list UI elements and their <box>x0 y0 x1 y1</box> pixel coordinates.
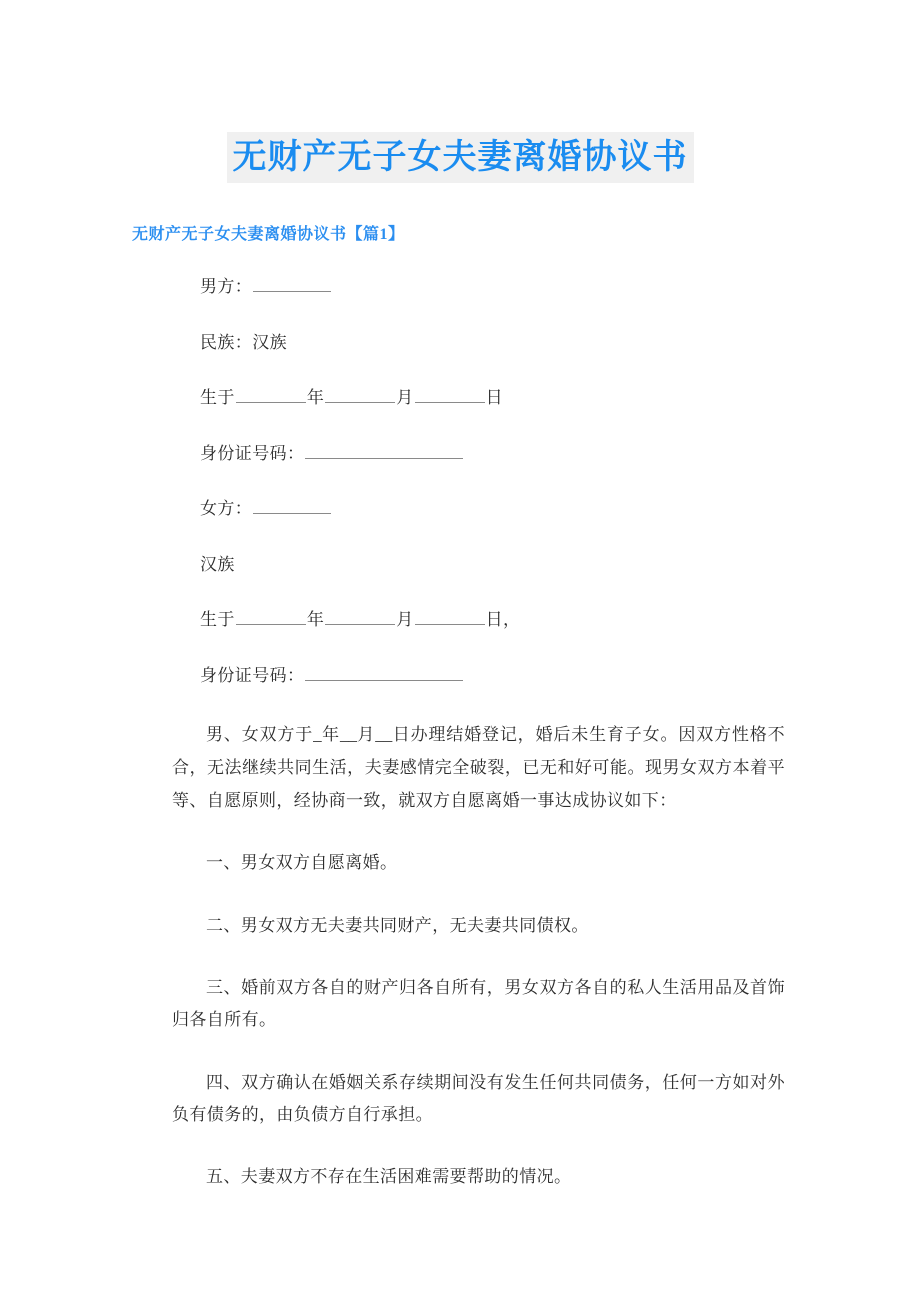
preamble-year-blank: _ <box>313 725 322 744</box>
page-title: 无财产无子女夫妻离婚协议书 <box>227 132 694 183</box>
wife-name-blank <box>253 497 331 514</box>
field-husband-name <box>200 244 785 300</box>
wife-ethnicity-value: 汉族 <box>200 554 235 574</box>
husband-name-blank <box>253 275 331 292</box>
husband-birth-year-blank <box>236 386 306 403</box>
clause-item: 一、男女双方自愿离婚。 <box>206 853 398 873</box>
husband-birth-year-unit: 年 <box>306 388 325 407</box>
wife-birth-month-blank <box>325 608 395 625</box>
husband-ethnicity-value: 汉族 <box>252 332 288 352</box>
page-title-container <box>0 0 920 183</box>
section-heading: 无财产无子女夫妻离婚协议书【篇1】 <box>132 226 405 243</box>
preamble-month-unit: 月 <box>356 725 376 744</box>
field-wife-birthdate <box>200 577 785 633</box>
wife-birth-day-unit: 日， <box>485 610 521 629</box>
field-husband-birthdate <box>200 355 785 411</box>
preamble-paragraph <box>172 688 785 817</box>
field-wife-id-number <box>200 633 785 689</box>
wife-birth-year-unit: 年 <box>306 610 325 629</box>
field-husband-id-number <box>200 411 785 467</box>
preamble-month-blank: __ <box>339 725 357 744</box>
wife-name-label: 女方： <box>200 499 253 518</box>
wife-birth-day-blank <box>415 608 485 625</box>
husband-birth-prefix: 生于 <box>200 388 235 407</box>
husband-birth-day-blank <box>415 386 485 403</box>
husband-birth-month-blank <box>325 386 395 403</box>
husband-id-blank <box>305 441 463 458</box>
husband-ethnicity-label: 民族： <box>200 332 253 352</box>
preamble-day-blank: __ <box>375 725 393 744</box>
preamble-text-start: 男、女双方于 <box>206 725 314 744</box>
clause-item: 二、男女双方无夫妻共同财产，无夫妻共同债权。 <box>206 915 589 935</box>
clause-item: 三、婚前双方各自的财产归各自所有，男女双方各自的私人生活用品及首饰归各自所有。 <box>172 978 785 1030</box>
field-wife-ethnicity <box>200 522 785 578</box>
clause-item: 五、夫妻双方不存在生活困难需要帮助的情况。 <box>206 1167 572 1187</box>
document-body <box>0 244 920 1194</box>
husband-id-label: 身份证号码： <box>200 443 305 463</box>
wife-id-label: 身份证号码： <box>200 665 305 685</box>
husband-birth-month-unit: 月 <box>396 388 414 407</box>
field-wife-name <box>200 466 785 522</box>
preamble-day-unit: 日 <box>392 725 411 744</box>
wife-birth-prefix: 生于 <box>200 610 235 629</box>
preamble-text-end: 办理结婚登记，婚后未生育子女。因双方性格不合，无法继续共同生活，夫妻感情完全破裂，已无和好可能。现男女双方本着平等、自愿原则，经协商一致，就双方自愿离婚一事达成协议如下： <box>172 725 786 811</box>
clause-item: 四、双方确认在婚姻关系存续期间没有发生任何共同债务，任何一方如对外负有债务的，由负债方自行承担。 <box>172 1072 785 1124</box>
field-husband-ethnicity <box>200 300 785 356</box>
preamble-year-unit: 年 <box>321 725 340 744</box>
wife-birth-year-blank <box>236 608 306 625</box>
husband-name-label: 男方： <box>200 277 253 296</box>
wife-birth-month-unit: 月 <box>396 610 414 629</box>
wife-id-blank <box>305 663 463 680</box>
husband-birth-day-unit: 日 <box>485 388 504 407</box>
